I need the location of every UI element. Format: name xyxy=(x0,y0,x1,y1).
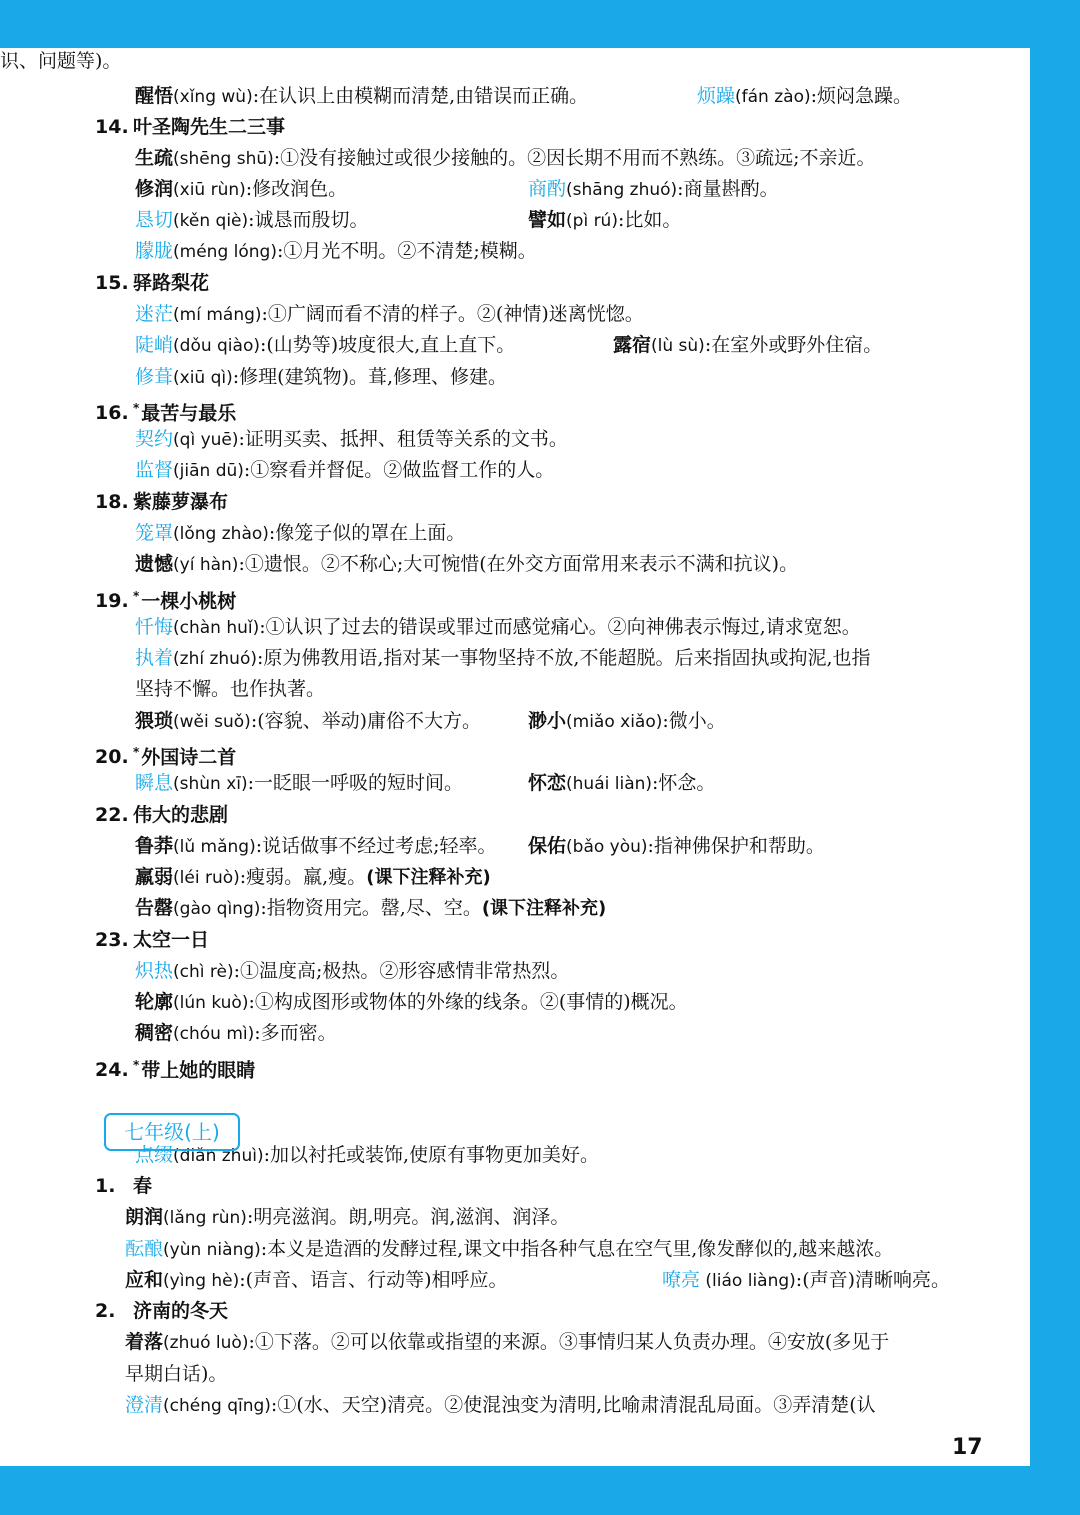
vocab-entry xyxy=(135,301,644,328)
headword: 澄清 xyxy=(125,1394,164,1416)
optional-mark: * xyxy=(133,589,140,603)
lesson-heading xyxy=(95,270,209,296)
headword: 忏悔 xyxy=(135,616,174,638)
pinyin: (lǒng zhào) xyxy=(173,524,269,544)
definition: :烦闷急躁。 xyxy=(810,85,913,107)
vocab-entry xyxy=(135,614,861,641)
definition: :①下落。②可以依靠或指望的来源。③事情归某人负责办理。④安放(多见于 xyxy=(248,1331,890,1353)
definition: :①构成图形或物体的外缘的线条。②(事情的)概况。 xyxy=(248,991,688,1013)
definition: :说话做事不经过考虑;轻率。 xyxy=(255,835,497,857)
pinyin: (lù sù) xyxy=(651,336,705,356)
definition: :一眨眼一呼吸的短时间。 xyxy=(247,772,464,794)
vocab-entry xyxy=(135,1020,337,1047)
headword: 恳切 xyxy=(135,209,174,231)
vocab-entry xyxy=(528,708,726,735)
vocab-entry xyxy=(135,989,688,1016)
pinyin: (xǐng wù) xyxy=(173,87,253,107)
headword: 商酌 xyxy=(528,178,567,200)
definition-continuation: 早期白话)。 xyxy=(125,1363,228,1385)
pinyin: (xiū rùn) xyxy=(173,180,246,200)
vocab-entry xyxy=(135,364,507,391)
lesson-title: 春 xyxy=(133,1175,153,1197)
page-sheet xyxy=(0,48,1030,1466)
lesson-number: 19. xyxy=(95,590,129,613)
lesson-number: 2. xyxy=(95,1300,116,1322)
vocab-entry xyxy=(125,1267,508,1294)
vocab-entry xyxy=(135,83,588,110)
vocab-entry xyxy=(125,1236,893,1263)
vocab-entry xyxy=(135,895,606,922)
headword: 保佑 xyxy=(528,835,567,857)
headword: 烦躁 xyxy=(697,85,736,107)
pinyin: (qì yuē) xyxy=(173,430,239,450)
vocab-entry xyxy=(135,332,515,359)
definition: :①认识了过去的错误或罪过而感觉痛心。②向神佛表示悔过,请求宽恕。 xyxy=(259,616,861,638)
vocab-entry xyxy=(135,520,465,547)
page-number: 17 xyxy=(952,1435,983,1460)
pinyin: (chéng qīng) xyxy=(163,1396,271,1416)
pinyin: (liáo liàng) xyxy=(700,1271,796,1291)
headword: 陡峭 xyxy=(135,334,174,356)
pinyin: (lǎng rùn) xyxy=(163,1208,247,1228)
headword: 怀恋 xyxy=(528,772,567,794)
headword: 羸弱 xyxy=(135,866,174,888)
lesson-title: 最苦与最乐 xyxy=(141,402,237,425)
vocab-entry xyxy=(135,238,537,265)
definition: :(山势等)坡度很大,直上直下。 xyxy=(259,334,516,356)
vocab-entry xyxy=(528,770,715,797)
vocab-entry xyxy=(135,457,554,484)
optional-mark: * xyxy=(133,401,140,415)
lesson-number: 1. xyxy=(95,1175,116,1197)
lesson-heading xyxy=(95,739,236,770)
vocab-entry xyxy=(697,83,912,110)
lesson-heading xyxy=(95,802,228,828)
pinyin: (chóu mì) xyxy=(173,1024,255,1044)
pinyin: (shùn xī) xyxy=(173,774,248,794)
pinyin: (pì rú) xyxy=(566,211,618,231)
pinyin: (zhí zhuó) xyxy=(173,649,257,669)
lesson-number: 15. xyxy=(95,272,129,294)
pinyin: (huái liàn) xyxy=(566,774,653,794)
headword: 轮廓 xyxy=(135,991,174,1013)
pinyin: (léi ruò) xyxy=(173,868,240,888)
headword: 朦胧 xyxy=(135,240,174,262)
pinyin: (yìng hè) xyxy=(163,1271,240,1291)
vocab-entry xyxy=(125,1392,876,1419)
lesson-heading xyxy=(95,395,236,426)
pinyin: (kěn qiè) xyxy=(173,211,249,231)
lesson-heading xyxy=(95,1052,255,1083)
lesson-title: 带上她的眼睛 xyxy=(141,1059,256,1082)
lesson-title: 济南的冬天 xyxy=(133,1300,229,1322)
lesson-number: 16. xyxy=(95,402,129,425)
headword: 笼罩 xyxy=(135,522,174,544)
pinyin: (méng lóng) xyxy=(173,242,277,262)
vocab-entry xyxy=(135,145,876,172)
definition: :在室外或野外住宿。 xyxy=(704,334,883,356)
lesson-title: 外国诗二首 xyxy=(141,746,237,769)
headword: 譬如 xyxy=(528,209,567,231)
lesson-heading xyxy=(95,489,228,515)
headword: 修葺 xyxy=(135,366,174,388)
definition: :像笼子似的罩在上面。 xyxy=(268,522,466,544)
pinyin: (miǎo xiǎo) xyxy=(566,712,663,732)
headword: 着落 xyxy=(125,1331,164,1353)
vocab-entry xyxy=(125,1204,569,1231)
headword: 炽热 xyxy=(135,960,174,982)
definition: :①温度高;极热。②形容感情非常热烈。 xyxy=(233,960,570,982)
definition: :(容貌、举动)庸俗不大方。 xyxy=(250,710,482,732)
definition: :瘦弱。羸,瘦。 xyxy=(239,866,367,888)
lesson-title: 驿路梨花 xyxy=(133,272,210,294)
headword: 朗润 xyxy=(125,1206,164,1228)
vocab-entry xyxy=(135,426,568,453)
definition: :本义是造酒的发酵过程,课文中指各种气息在空气里,像发酵似的,越来越浓。 xyxy=(260,1238,894,1260)
pinyin: (diǎn zhuì) xyxy=(173,1146,264,1166)
vocab-entry xyxy=(135,207,369,234)
vocab-entry xyxy=(528,207,681,234)
pinyin: (chàn huǐ) xyxy=(173,618,260,638)
headword: 露宿 xyxy=(613,334,652,356)
definition: :在认识上由模糊而清楚,由错误而正确。 xyxy=(252,85,589,107)
pinyin: (shēng shū) xyxy=(173,149,274,169)
headword: 酝酿 xyxy=(125,1238,164,1260)
vocab-entry xyxy=(135,645,871,672)
lesson-heading xyxy=(95,583,236,614)
headword: 修润 xyxy=(135,178,174,200)
definition: :证明买卖、抵押、租赁等关系的文书。 xyxy=(238,428,568,450)
definition: :①(水、天空)清亮。②使混浊变为清明,比喻肃清混乱局面。③弄清楚(认 xyxy=(270,1394,876,1416)
lesson-number: 20. xyxy=(95,746,129,769)
definition: :微小。 xyxy=(662,710,726,732)
definition: :(声音)清晰响亮。 xyxy=(795,1269,951,1291)
vocab-entry xyxy=(135,833,497,860)
headword: 嘹亮 xyxy=(662,1269,701,1291)
annotation-note: (课下注释补充) xyxy=(481,898,607,919)
headword: 迷茫 xyxy=(135,303,174,325)
pinyin: (yí hàn) xyxy=(173,555,239,575)
lesson-heading xyxy=(95,1173,152,1199)
vocab-entry xyxy=(613,332,882,359)
lesson-title: 太空一日 xyxy=(133,929,210,951)
definition: :商量斟酌。 xyxy=(677,178,779,200)
headword: 稠密 xyxy=(135,1022,174,1044)
pinyin: (wěi suǒ) xyxy=(173,712,251,732)
definition: :指物资用完。罄,尽、空。 xyxy=(260,897,482,919)
vocab-entry xyxy=(135,708,481,735)
lesson-title: 紫藤萝瀑布 xyxy=(133,491,229,513)
headword: 监督 xyxy=(135,459,174,481)
definition: :①遗恨。②不称心;大可惋惜(在外交方面常用来表示不满和抗议)。 xyxy=(238,553,799,575)
pinyin: (chì rè) xyxy=(173,962,234,982)
lesson-number: 24. xyxy=(95,1059,129,1082)
lesson-heading xyxy=(95,1298,228,1324)
lesson-number: 14. xyxy=(95,116,129,138)
headword: 点缀 xyxy=(135,1144,174,1166)
optional-mark: * xyxy=(133,1058,140,1072)
pinyin: (zhuó luò) xyxy=(163,1333,249,1353)
definition: :比如。 xyxy=(617,209,682,231)
definition: :指神佛保护和帮助。 xyxy=(647,835,825,857)
headword: 生疏 xyxy=(135,147,174,169)
definition-continuation: 识、问题等)。 xyxy=(0,50,122,72)
definition: :诚恳而殷切。 xyxy=(248,209,369,231)
vocab-entry xyxy=(135,176,347,203)
pinyin: (gào qìng) xyxy=(173,899,261,919)
headword: 鲁莽 xyxy=(135,835,174,857)
vocab-entry xyxy=(528,176,779,203)
definition-continuation: 坚持不懈。也作执著。 xyxy=(135,678,326,700)
headword: 告罄 xyxy=(135,897,174,919)
pinyin: (yùn niàng) xyxy=(163,1240,261,1260)
vocab-entry xyxy=(662,1267,950,1294)
vocab-entry xyxy=(125,1329,889,1356)
lesson-number: 18. xyxy=(95,491,129,513)
vocab-entry xyxy=(135,551,798,578)
pinyin: (dǒu qiào) xyxy=(173,336,260,356)
definition: :①广阔而看不清的样子。②(神情)迷离恍惚。 xyxy=(261,303,644,325)
definition: :怀念。 xyxy=(652,772,716,794)
headword: 应和 xyxy=(125,1269,164,1291)
lesson-heading xyxy=(95,114,285,140)
headword: 猥琐 xyxy=(135,710,174,732)
definition: :①没有接触过或很少接触的。②因长期不用而不熟练。③疏远;不亲近。 xyxy=(273,147,876,169)
vocab-entry xyxy=(135,864,491,891)
definition: :加以衬托或装饰,使原有事物更加美好。 xyxy=(263,1144,600,1166)
annotation-note: (课下注释补充) xyxy=(366,867,491,888)
grade-section-label: 七年级(上) xyxy=(104,1113,240,1151)
optional-mark: * xyxy=(133,745,140,759)
lesson-title: 叶圣陶先生二三事 xyxy=(133,116,286,138)
definition: :①察看并督促。②做监督工作的人。 xyxy=(243,459,555,481)
pinyin: (jiān dū) xyxy=(173,461,244,481)
lesson-number: 23. xyxy=(95,929,129,951)
headword: 瞬息 xyxy=(135,772,174,794)
vocab-entry xyxy=(528,833,825,860)
pinyin: (shāng zhuó) xyxy=(566,180,678,200)
lesson-number: 22. xyxy=(95,804,129,826)
pinyin: (fán zào) xyxy=(735,87,811,107)
definition: :修改润色。 xyxy=(245,178,348,200)
definition: :修理(建筑物)。葺,修理、修建。 xyxy=(232,366,508,388)
definition: :原为佛教用语,指对某一事物坚持不放,不能超脱。后来指固执或拘泥,也指 xyxy=(256,647,871,669)
lesson-title: 伟大的悲剧 xyxy=(133,804,229,826)
headword: 遗憾 xyxy=(135,553,174,575)
pinyin: (xiū qì) xyxy=(173,368,233,388)
headword: 渺小 xyxy=(528,710,567,732)
pinyin: (bǎo yòu) xyxy=(566,837,648,857)
definition: :明亮滋润。朗,明亮。润,滋润、润泽。 xyxy=(246,1206,570,1228)
definition: :(声音、语言、行动等)相呼应。 xyxy=(239,1269,508,1291)
definition: :多而密。 xyxy=(254,1022,337,1044)
pinyin: (lún kuò) xyxy=(173,993,249,1013)
vocab-entry xyxy=(135,770,463,797)
vocab-entry xyxy=(135,958,569,985)
definition: :①月光不明。②不清楚;模糊。 xyxy=(276,240,537,262)
pinyin: (lǔ mǎng) xyxy=(173,837,256,857)
headword: 契约 xyxy=(135,428,174,450)
headword: 醒悟 xyxy=(135,85,174,107)
headword: 执着 xyxy=(135,647,174,669)
lesson-title: 一棵小桃树 xyxy=(141,590,237,613)
lesson-heading xyxy=(95,927,209,953)
pinyin: (mí máng) xyxy=(173,305,262,325)
